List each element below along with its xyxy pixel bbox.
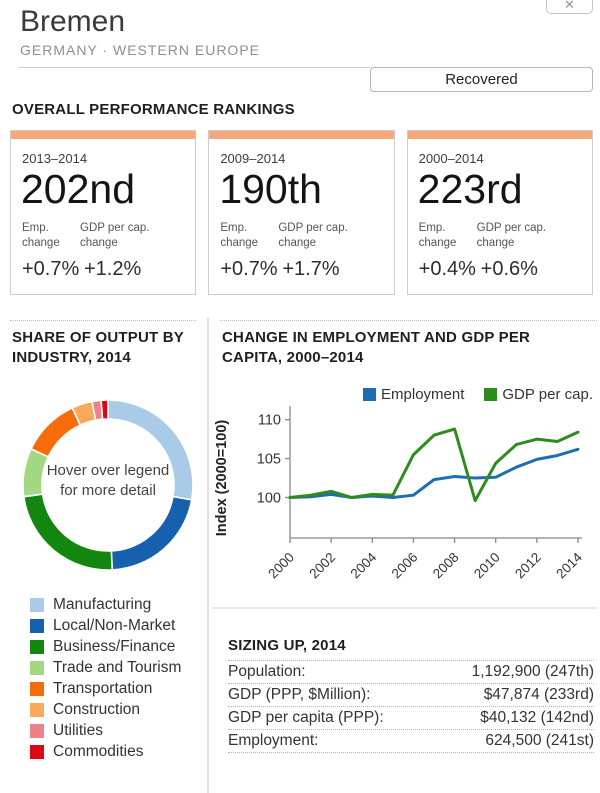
- ranking-card-2000-2014: [407, 130, 593, 295]
- gdp-change-label: GDP per cap. change: [476, 222, 547, 250]
- sizing-section-divider: [212, 607, 597, 609]
- card-rank: 190th: [219, 166, 322, 212]
- employment-gdp-heading: CHANGE IN EMPLOYMENT AND GDP PER CAPITA, 2000–2014: [222, 329, 531, 366]
- column-divider: [207, 318, 209, 793]
- svg-text:2006: 2006: [388, 549, 421, 582]
- gdp-change-label: GDP per cap. change: [80, 222, 150, 250]
- ranking-card-2009-2014: [208, 130, 394, 295]
- emp-change-label: Emp. change: [22, 222, 60, 250]
- ranking-card-2013-2014: [10, 130, 196, 295]
- gdp-change-label: GDP per cap. change: [278, 222, 348, 250]
- gdp-change-value: +1.7%: [282, 258, 340, 281]
- emp-change-value: +0.7%: [220, 258, 278, 281]
- card-accent-bar: [11, 131, 195, 139]
- svg-text:Index (2000=100): Index (2000=100): [214, 419, 230, 537]
- industry-heading: SHARE OF OUTPUT BY INDUSTRY, 2014: [12, 329, 184, 366]
- card-period: 2013–2014: [22, 151, 88, 166]
- card-period: 2009–2014: [220, 151, 286, 166]
- card-period: 2000–2014: [418, 151, 484, 166]
- industry-legend: [30, 594, 181, 762]
- close-button[interactable]: [546, 0, 593, 14]
- svg-text:2002: 2002: [306, 549, 339, 582]
- table-row-employment: Employment: 624,500 (241st): [228, 730, 594, 753]
- legend-item-utilities[interactable]: Utilities: [30, 720, 181, 741]
- svg-text:2008: 2008: [429, 549, 462, 582]
- legend-item-construction[interactable]: Construction: [30, 699, 181, 720]
- table-row-gdp-per-capita: GDP per capita (PPP): $40,132 (142nd): [228, 707, 594, 730]
- donut-center-note: Hover over legend for more detail: [46, 462, 170, 500]
- emp-change-value: +0.4%: [418, 258, 476, 281]
- legend-item-manufacturing[interactable]: Manufacturing: [30, 594, 181, 615]
- legend-entry-employment: Employment: [363, 386, 464, 403]
- table-row-gdp: GDP (PPP, $Million): $47,874 (233rd): [228, 684, 594, 707]
- legend-swatch: [30, 661, 44, 675]
- legend-swatch: [30, 619, 44, 633]
- region-breadcrumb: GERMANY · WESTERN EUROPE: [20, 42, 260, 58]
- header-divider: [18, 67, 370, 68]
- legend-swatch: [30, 745, 44, 759]
- legend-swatch: [30, 724, 44, 738]
- legend-item-trade-and-tourism[interactable]: Trade and Tourism: [30, 657, 181, 678]
- card-accent-bar: [408, 131, 592, 139]
- svg-text:105: 105: [256, 451, 281, 468]
- legend-item-commodities[interactable]: Commodities: [30, 741, 181, 762]
- svg-text:2000: 2000: [265, 549, 298, 582]
- emp-change-label: Emp. change: [418, 222, 457, 250]
- legend-swatch: [30, 703, 44, 717]
- rankings-cards-row: [10, 130, 593, 295]
- sizing-table: [228, 660, 594, 753]
- gdp-change-value: +1.2%: [84, 258, 142, 281]
- recovery-status-badge[interactable]: Recovered: [370, 67, 593, 92]
- sizing-heading: SIZING UP, 2014: [228, 637, 346, 654]
- legend-swatch: [30, 598, 44, 612]
- svg-text:2010: 2010: [470, 549, 503, 582]
- legend-item-business-finance[interactable]: Business/Finance: [30, 636, 181, 657]
- svg-text:2004: 2004: [347, 549, 380, 582]
- legend-item-local-non-market[interactable]: Local/Non-Market: [30, 615, 181, 636]
- svg-text:2014: 2014: [553, 549, 586, 582]
- svg-text:100: 100: [256, 490, 281, 507]
- rankings-heading: OVERALL PERFORMANCE RANKINGS: [12, 101, 295, 118]
- page-title: Bremen: [20, 5, 126, 38]
- close-icon: ✕: [564, 0, 575, 12]
- legend-item-transportation[interactable]: Transportation: [30, 678, 181, 699]
- emp-change-label: Emp. change: [220, 222, 259, 250]
- card-rank: 202nd: [21, 166, 136, 212]
- section-rule: [220, 320, 597, 321]
- card-rank: 223rd: [417, 166, 523, 212]
- svg-text:2012: 2012: [512, 549, 544, 582]
- legend-swatch: [30, 640, 44, 654]
- employment-gdp-line-chart: [212, 400, 597, 600]
- legend-swatch: [30, 682, 44, 696]
- table-row-population: Population: 1,192,900 (247th): [228, 661, 594, 684]
- section-rule: [10, 320, 196, 321]
- svg-text:110: 110: [257, 412, 281, 429]
- card-accent-bar: [209, 131, 393, 139]
- gdp-change-value: +0.6%: [480, 258, 538, 281]
- emp-change-value: +0.7%: [22, 258, 80, 281]
- legend-entry-gdp-per-cap: GDP per cap.: [484, 386, 593, 403]
